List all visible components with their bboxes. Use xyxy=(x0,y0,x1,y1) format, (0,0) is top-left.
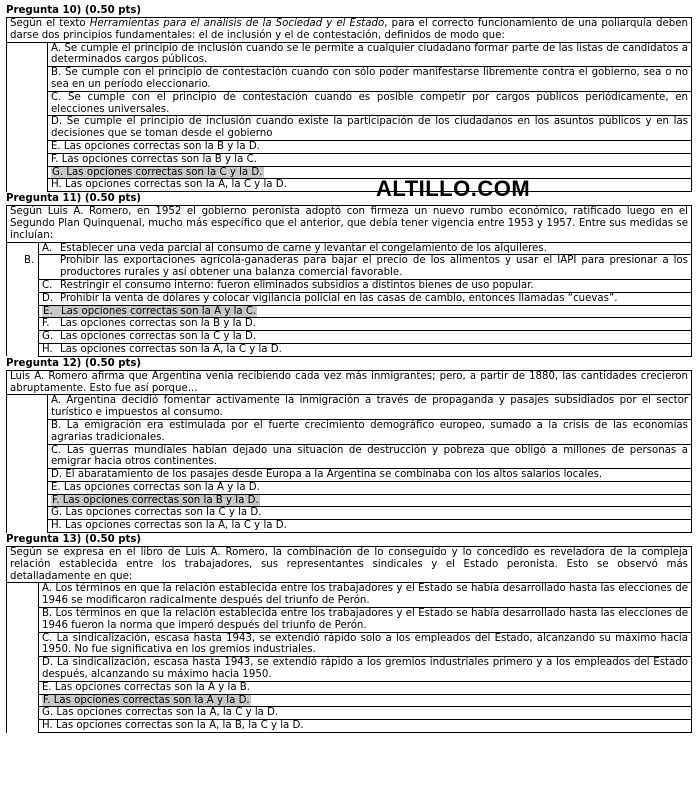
selected-answer-highlight: E. Las opciones correctas son la A y la C. xyxy=(43,305,257,317)
q12-option-e[interactable]: E. Las opciones correctas son la A y la D. xyxy=(48,481,692,494)
question-12-title: Pregunta 12) (0.50 pts) xyxy=(6,357,142,369)
q12-option-f[interactable] xyxy=(48,494,692,507)
q11-option-h[interactable]: H. Las opciones correctas son la A, la C y la D. xyxy=(39,343,692,356)
q11-option-d[interactable]: D. Prohibir la venta de dólares y colocar vigilancia policial en las casas de cambio, entonces llamadas “cuevas”. xyxy=(39,292,692,305)
q13-option-h[interactable]: H. Las opciones correctas son la A, la B, la C y la D. xyxy=(39,720,692,733)
question-11-stem: Según Luis A. Romero, en 1952 el gobierno peronista adoptó con firmeza un nuevo rumbo económico, ratificado luego en el Segundo Plan Quinquenal, mucho más específico que el anterior, que debía tener vigencia entre 1953 y 1957. Entre sus medidas se incluían: xyxy=(7,206,692,242)
q13-option-g[interactable]: G. Las opciones correctas son la A, la C y la D. xyxy=(39,707,692,720)
q12-option-h[interactable]: H. Las opciones correctas son la A, la C y la D. xyxy=(48,520,692,533)
q10-option-b[interactable]: B. Se cumple con el principio de contestación cuando con sólo poder manifestarse libremente contra el gobierno, sea o no sea en un período eleccionario. xyxy=(48,67,692,92)
question-13-title: Pregunta 13) (0.50 pts) xyxy=(6,534,142,546)
q12-option-d[interactable]: D. El abaratamiento de los pasajes desde Europa a la Argentina se combinaba con los altos salarios locales. xyxy=(48,469,692,482)
question-13-table xyxy=(6,546,692,733)
question-11-table xyxy=(6,205,692,357)
q12-option-c[interactable]: C. Las guerras mundiales habían dejado una situación de destrucción y pobreza que obligó a millones de personas a emigrar hacia otros continentes. xyxy=(48,444,692,469)
q11-option-b[interactable]: B. Prohibir las exportaciones agrícola-ganaderas para bajar el precio de los alimentos y usar el IAPI para presionar a los productores rurales y así obtener una balanza comercial favorable. xyxy=(39,255,692,280)
q10-option-h[interactable]: H. Las opciones correctas son la A, la C y la D. xyxy=(48,179,692,192)
selected-answer-highlight: F. Las opciones correctas son la A y la D. xyxy=(43,694,250,706)
q13-option-b[interactable]: B. Los términos en que la relación establecida entre los trabajadores y el Estado se había desarrollado hasta las elecciones de 1946 fueron la norma que imperó después del triunfo de Perón. xyxy=(39,608,692,633)
question-10-title: Pregunta 10) (0.50 pts) xyxy=(6,5,142,16)
q12-option-b[interactable]: B. La emigración era estimulada por el fuerte crecimiento demográfico europeo, sumado a la crisis de las economías agrarias tradicionales. xyxy=(48,419,692,444)
question-13-stem: Según se expresa en el libro de Luis A. Romero, la combinación de lo conseguido y lo concedido es reveladora de la compleja relación establecida entre los trabajadores, sus representantes sindicales y el Estado peronista. Esto se observó más detalladamente en que: xyxy=(7,547,692,583)
q13-option-a[interactable]: A. Los términos en que la relación establecida entre los trabajadores y el Estado se había desarrollado hasta las elecciones de 1946 se modificaron radicalmente después del triunfo de Perón. xyxy=(39,583,692,608)
q11-option-g[interactable]: G. Las opciones correctas son la C y la D. xyxy=(39,331,692,344)
q10-option-d[interactable]: D. Se cumple el principio de inclusión cuando existe la participación de los ciudadanos en los asuntos públicos y en las decisiones que se toman desde el gobierno xyxy=(48,116,692,141)
q10-option-c[interactable]: C. Se cumple con el principio de contestación cuando es posible competir por cargos públicos periódicamente, en elecciones universales. xyxy=(48,91,692,116)
question-12-stem: Luis A. Romero afirma que Argentina venía recibiendo cada vez más inmigrantes; pero, a partir de 1880, las cantidades crecieron abruptamente. Esto fue así porque... xyxy=(7,370,692,395)
selected-answer-highlight: F. Las opciones correctas son la B y la D. xyxy=(52,494,259,506)
selected-answer-highlight: G. Las opciones correctas son la C y la D. xyxy=(52,166,263,178)
q11-option-a[interactable]: A. Establecer una veda parcial al consumo de carne y levantar el congelamiento de los alquileres. xyxy=(39,242,692,255)
q10-option-g[interactable] xyxy=(48,166,692,179)
q13-option-c[interactable]: C. La sindicalización, escasa hasta 1943, se extendió rápido solo a los empleados del Estado, alcanzando su máximo hacia 1950. No fue significativa en los gremios industriales. xyxy=(39,632,692,657)
question-10-stem: Según el texto Herramientas para el análisis de la Sociedad y el Estado, para el correcto funcionamiento de una poliarquía deben darse dos principios fundamentales: el de inclusión y el de contestación, definidos de modo que: xyxy=(7,18,692,43)
q10-option-f[interactable]: F. Las opciones correctas son la B y la C. xyxy=(48,153,692,166)
q11-option-c[interactable]: C. Restringir el consumo interno: fueron eliminados subsidios a distintos bienes de uso popular. xyxy=(39,279,692,292)
q13-option-e[interactable]: E. Las opciones correctas son la A y la B. xyxy=(39,681,692,694)
q10-option-e[interactable]: E. Las opciones correctas son la B y la D. xyxy=(48,140,692,153)
q11-option-f[interactable]: F. Las opciones correctas son la B y la D. xyxy=(39,318,692,331)
q13-option-d[interactable]: D. La sindicalización, escasa hasta 1943, se extendió rápido a los gremios industriales primero y a los empleados del Estado después, alcanzando su máximo hacia 1950. xyxy=(39,657,692,682)
exam-page xyxy=(6,4,692,733)
q11-option-e[interactable] xyxy=(39,305,692,318)
q13-option-f[interactable] xyxy=(39,694,692,707)
altillo-watermark: ALTILLO.COM xyxy=(376,176,531,201)
question-10-table xyxy=(6,17,692,192)
question-11-title: Pregunta 11) (0.50 pts) xyxy=(6,193,142,205)
q10-option-a[interactable]: A. Se cumple el principio de inclusión cuando se le permite a cualquier ciudadano formar parte de las listas de candidatos a determinados cargos públicos. xyxy=(48,42,692,67)
q12-option-a[interactable]: A. Argentina decidió fomentar activamente la inmigración a través de propaganda y pasajes subsidiados por el sector turístico e impuestos al consumo. xyxy=(48,395,692,420)
question-12-table xyxy=(6,370,692,533)
q12-option-g[interactable]: G. Las opciones correctas son la C y la D. xyxy=(48,507,692,520)
